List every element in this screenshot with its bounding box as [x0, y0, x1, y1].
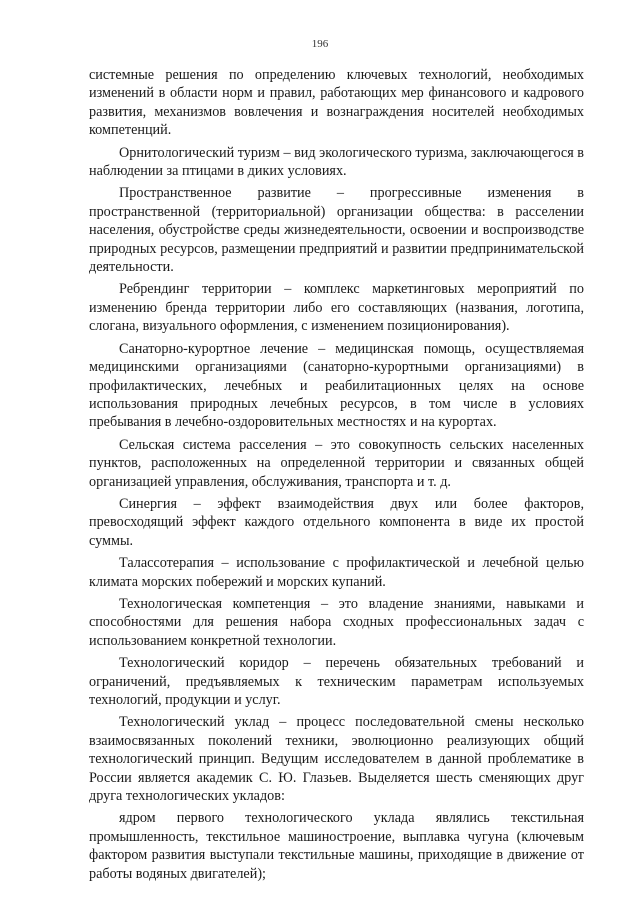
paragraph: Синергия – эффект взаимодействия двух или более факторов, превосходящий эффект каждого отдельного компонента в виде их простой суммы.: [89, 495, 584, 549]
paragraph: Талассотерапия – использование с профилактической и лечебной целью климата морских побережий и морских купаний.: [89, 555, 584, 590]
paragraph: Санаторно-курортное лечение – медицинская помощь, осуществляемая медицинскими организациями (санаторно-курортными организациями) в профилактических, лечебных и реабилитационных целях на основе использования природных лечебных ресурсов, в том числе в условиях пребывания в лечебно-оздоровительных местностях и на курортах.: [89, 340, 584, 431]
page-number: 196: [311, 38, 329, 50]
paragraph: Орнитологический туризм – вид экологического туризма, заключающегося в наблюдении за птицами в диких условиях.: [89, 144, 584, 180]
paragraph: Технологический уклад – процесс последовательной смены несколько взаимосвязанных поколений техники, эволюционно реализующих общий технологический принцип. Ведущим исследователем в данной проблематике в России является академик С. Ю. Глазьев. Выделяется шесть сменяющих друг друга технологических укладов:: [89, 714, 584, 805]
paragraph: Ребрендинг территории – комплекс маркетинговых мероприятий по изменению бренда территории либо его составляющих (названия, логотипа, слогана, визуального оформления, с изменением позиционирования).: [89, 281, 584, 335]
paragraph: системные решения по определению ключевых технологий, необходимых изменений в области норм и правил, работающих мер финансового и кадрового развития, механизмов вовлечения и вознаграждения носителей необходимых компетенций.: [89, 67, 584, 139]
paragraph: Технологический коридор – перечень обязательных требований и ограничений, предъявляемых к техническим параметрам используемых технологий, продукции и услуг.: [89, 655, 584, 708]
paragraph: ядром первого технологического уклада являлись текстильная промышленность, текстильное машиностроение, выплавка чугуна (ключевым фактором развития выступали текстильные машины, приходящие в движение от работы водяных двигателей);: [89, 810, 584, 882]
paragraph: Технологическая компетенция – это владение знаниями, навыками и способностями для решения набора сходных профессиональных задач с использованием конкретной технологии.: [89, 595, 584, 649]
body-text: [89, 66, 584, 887]
paragraph: Пространственное развитие – прогрессивные изменения в пространственной (территориальной) организации общества: в расселении населения, обустройстве среды жизнедеятельности, освоении и воспроизводстве природных ресурсов, размещении предприятий и развитии предпринимательской деятельности.: [89, 185, 584, 276]
paragraph: Сельская система расселения – это совокупность сельских населенных пунктов, расположенных на определенной территории и связанных общей организацией управления, обслуживания, транспорта и т. д.: [89, 436, 584, 490]
